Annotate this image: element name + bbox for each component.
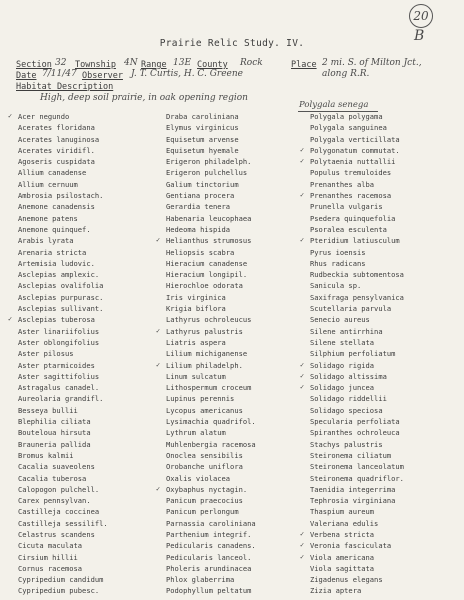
species-name: Bromus kalmii (18, 450, 74, 460)
species-name: Acer negundo (18, 112, 70, 121)
species-item (18, 427, 108, 438)
species-name: Hieracium canadense (166, 258, 248, 268)
species-column-1 (8, 111, 108, 597)
species-item (18, 585, 108, 596)
species-name: Scutellaria parvula (310, 304, 392, 314)
species-item (18, 574, 108, 585)
check-mark-icon: ✓ (300, 191, 305, 200)
species-item (310, 247, 404, 258)
species-name: Muhlenbergia racemosa (166, 439, 256, 449)
species-name: Iris virginica (166, 292, 226, 302)
species-name: Silphium perfoliatum (310, 349, 396, 359)
species-name: Lathyrus palustris (166, 326, 243, 336)
habitat-label: Habitat Description (16, 82, 114, 92)
species-name: Hierochloe odorata (166, 281, 243, 291)
species-name: Valeriana edulis (310, 518, 379, 528)
species-name: Phlox glaberrima (166, 575, 235, 585)
species-item (18, 495, 108, 506)
species-name: Cicuta maculata (18, 541, 83, 551)
species-name: Erigeron pulchellus (166, 168, 248, 178)
species-name: Lycopus americanus (166, 405, 243, 415)
species-item (310, 213, 404, 224)
species-item (300, 156, 404, 167)
species-name: Galium tinctorium (166, 179, 239, 189)
species-item (18, 529, 108, 540)
species-name: Gentiana procera (166, 191, 235, 201)
species-name: Asclepias purpurasc. (18, 292, 104, 302)
species-item (18, 416, 108, 427)
species-name: Anemone patens (18, 213, 78, 223)
species-item (166, 518, 256, 529)
species-name: Podophyllum peltatum (166, 586, 252, 596)
species-name: Stachys palustris (310, 439, 383, 449)
species-name: Solidago riddellii (310, 394, 387, 404)
species-name: Acerates lanuginosa (18, 134, 100, 144)
species-name: Acerates floridana (18, 123, 95, 133)
species-name: Asclepias amplexic. (18, 270, 100, 280)
species-item (310, 574, 404, 585)
section-value: 32 (55, 58, 67, 68)
species-name: Orobanche uniflora (166, 462, 243, 472)
species-name: Erigeron philadelph. (166, 157, 252, 167)
species-item (156, 326, 256, 337)
species-item (310, 473, 404, 484)
species-item (166, 552, 256, 563)
species-name: Steironema ciliatum (310, 450, 392, 460)
species-item (310, 439, 404, 450)
species-item (310, 518, 404, 529)
species-name: Aureolaria grandifl. (18, 394, 104, 404)
species-name: Brauneria pallida (18, 439, 91, 449)
species-item (310, 427, 404, 438)
species-name: Equisetum arvense (166, 134, 239, 144)
species-name: Prenanthes racemosa (310, 191, 392, 201)
species-item (166, 506, 256, 517)
species-name: Hedeoma hispida (166, 224, 231, 234)
species-item (310, 337, 404, 348)
species-item (18, 258, 108, 269)
species-name: Allium cernuum (18, 179, 78, 189)
species-item (166, 280, 256, 291)
species-item (300, 145, 404, 156)
species-name: Solidago juncea (310, 383, 375, 393)
species-name: Sanicula sp. (310, 281, 362, 291)
species-column-2 (156, 111, 256, 597)
species-item (300, 235, 404, 246)
species-item (18, 292, 108, 303)
species-name: Solidago altissima (310, 371, 387, 381)
species-item (300, 529, 404, 540)
species-item (18, 201, 108, 212)
species-item (300, 552, 404, 563)
check-mark-icon: ✓ (300, 541, 305, 550)
species-name: Besseya bullii (18, 405, 78, 415)
species-item (310, 179, 404, 190)
species-name: Polygala sanguinea (310, 123, 387, 133)
species-name: Viola americana (310, 552, 375, 562)
species-name: Saxifraga pensylvanica (310, 292, 404, 302)
county-value: Rock (240, 58, 263, 68)
species-name: Aster linariifolius (18, 326, 100, 336)
species-item (18, 326, 108, 337)
species-name: Polytaenia nuttallii (310, 157, 396, 167)
species-name: Anemone canadensis (18, 202, 95, 212)
species-name: Carex pennsylvan. (18, 496, 91, 506)
species-item (310, 122, 404, 133)
species-name: Elymus virginicus (166, 123, 239, 133)
species-item (166, 145, 256, 156)
species-name: Steironema quadriflor. (310, 473, 404, 483)
species-column-3 (300, 111, 404, 597)
species-item (18, 247, 108, 258)
species-item (18, 484, 108, 495)
species-name: Lysimachia quadrifol. (166, 417, 256, 427)
species-item (310, 224, 404, 235)
species-name: Agoseris cuspidata (18, 157, 95, 167)
species-item (18, 134, 108, 145)
species-name: Arabis lyrata (18, 236, 74, 246)
species-item (300, 360, 404, 371)
check-mark-icon: ✓ (156, 360, 161, 369)
check-mark-icon: ✓ (156, 326, 161, 335)
species-item (166, 495, 256, 506)
species-item (310, 167, 404, 178)
species-name: Draba caroliniana (166, 112, 239, 121)
range-label: Range (141, 60, 167, 70)
species-item (18, 235, 108, 246)
species-name: Verbena stricta (310, 529, 375, 539)
page-letter: B (414, 28, 425, 44)
species-item (18, 473, 108, 484)
species-item (166, 473, 256, 484)
species-item (18, 518, 108, 529)
species-name: Gerardia tenera (166, 202, 231, 212)
species-item (166, 224, 256, 235)
species-name: Artemisia ludovic. (18, 258, 95, 268)
species-name: Ambrosia psilostach. (18, 191, 104, 201)
check-mark-icon: ✓ (300, 371, 305, 380)
species-name: Linum sulcatum (166, 371, 226, 381)
species-item (166, 269, 256, 280)
species-name: Cacalia tuberosa (18, 473, 87, 483)
species-item (18, 552, 108, 563)
species-item (166, 405, 256, 416)
place-label: Place (291, 60, 317, 70)
species-item (18, 280, 108, 291)
check-mark-icon: ✓ (300, 552, 305, 561)
section-label: Section (16, 60, 52, 70)
species-name: Solidago speciosa (310, 405, 383, 415)
species-item (310, 280, 404, 291)
species-item (166, 122, 256, 133)
species-item (166, 167, 256, 178)
species-name: Celastrus scandens (18, 529, 95, 539)
species-name: Habenaria leucophaea (166, 213, 252, 223)
species-name: Lithospermum croceum (166, 383, 252, 393)
species-name: Taenidia integerrima (310, 484, 396, 494)
species-name: Cirsium hillii (18, 552, 78, 562)
species-name: Solidago rigida (310, 360, 375, 370)
species-name: Anemone quinquef. (18, 224, 91, 234)
species-name: Equisetum hyemale (166, 145, 239, 155)
species-name: Krigia biflora (166, 304, 226, 314)
species-item (18, 337, 108, 348)
species-item (166, 201, 256, 212)
species-name: Castilleja coccinea (18, 507, 100, 517)
species-name: Onoclea sensibilis (166, 450, 243, 460)
species-item (18, 405, 108, 416)
species-item (310, 326, 404, 337)
species-name: Helianthus strumosus (166, 236, 252, 246)
township-label: Township (75, 60, 116, 70)
species-name: Cornus racemosa (18, 563, 83, 573)
species-name: Castilleja sessilifl. (18, 518, 108, 528)
species-item (166, 416, 256, 427)
species-item (166, 337, 256, 348)
species-item (166, 529, 256, 540)
species-name: Aster ptarmicoides (18, 360, 95, 370)
species-item (166, 574, 256, 585)
species-item (18, 439, 108, 450)
species-name: Lupinus perennis (166, 394, 235, 404)
species-item (166, 585, 256, 596)
species-name: Polygala polygama (310, 112, 383, 121)
species-item (18, 393, 108, 404)
species-name: Aster oblongifolius (18, 337, 100, 347)
species-item (18, 269, 108, 280)
date-label: Date (16, 71, 37, 81)
species-name: Bouteloua hirsuta (18, 428, 91, 438)
species-item (310, 303, 404, 314)
species-name: Aster pilosus (18, 349, 74, 359)
species-item (166, 303, 256, 314)
species-item (18, 540, 108, 551)
species-name: Lythrum alatum (166, 428, 226, 438)
species-name: Liatris aspera (166, 337, 226, 347)
check-mark-icon: ✓ (8, 315, 13, 324)
check-mark-icon: ✓ (300, 157, 305, 166)
species-name: Asclepias tuberosa (18, 315, 95, 325)
species-name: Pedicularis lanceol. (166, 552, 252, 562)
place-value: 2 mi. S. of Milton Jct., along R.R. (322, 58, 422, 79)
species-name: Panicum perlongum (166, 507, 239, 517)
species-item (166, 247, 256, 258)
check-mark-icon: ✓ (8, 112, 13, 120)
species-item (18, 167, 108, 178)
species-item (18, 145, 108, 156)
species-item (310, 461, 404, 472)
species-name: Prenanthes alba (310, 179, 375, 189)
check-mark-icon: ✓ (156, 484, 161, 493)
species-item (310, 405, 404, 416)
species-item (166, 314, 256, 325)
species-item (300, 382, 404, 393)
species-item (18, 461, 108, 472)
species-name: Cypripedium candidum (18, 575, 104, 585)
species-name: Polygonatum commutat. (310, 145, 400, 155)
species-item (156, 235, 256, 246)
species-name: Parthenium integrif. (166, 529, 252, 539)
species-item (166, 213, 256, 224)
species-name: Pedicularis canadens. (166, 541, 256, 551)
species-item (310, 393, 404, 404)
species-name: Senecio aureus (310, 315, 370, 325)
township-value: 4N (124, 58, 138, 68)
check-mark-icon: ✓ (300, 383, 305, 392)
species-name: Spiranthes ochroleuca (310, 428, 400, 438)
species-name: Steironema lanceolatum (310, 462, 404, 472)
species-item (166, 258, 256, 269)
species-name: Viola sagittata (310, 563, 375, 573)
observer-value: J. T. Curtis, H. C. Greene (131, 69, 243, 79)
species-name: Heliopsis scabra (166, 247, 235, 257)
species-item (310, 292, 404, 303)
species-item (8, 314, 108, 325)
species-item (166, 179, 256, 190)
check-mark-icon: ✓ (300, 145, 305, 154)
species-item (310, 134, 404, 145)
species-name: Blephilia ciliata (18, 417, 91, 427)
habitat-value: High, deep soil prairie, in oak opening region (40, 93, 248, 103)
species-item (310, 495, 404, 506)
species-name: Tephrosia virginiana (310, 496, 396, 506)
date-value: 7/11/47 (42, 69, 77, 79)
species-item (166, 461, 256, 472)
species-item (166, 111, 256, 122)
county-label: County (197, 60, 228, 70)
species-name: Psedera quinquefolia (310, 213, 396, 223)
species-item (310, 585, 404, 596)
species-item (18, 122, 108, 133)
species-item (18, 213, 108, 224)
species-item (166, 563, 256, 574)
species-name: Arenaria stricta (18, 247, 87, 257)
species-item (166, 348, 256, 359)
species-item (166, 450, 256, 461)
check-mark-icon: ✓ (300, 236, 305, 245)
species-item (166, 382, 256, 393)
species-name: Parnassia caroliniana (166, 518, 256, 528)
species-name: Hieracium longipil. (166, 270, 248, 280)
species-item (18, 371, 108, 382)
check-mark-icon: ✓ (156, 236, 161, 245)
species-item (18, 190, 108, 201)
species-name: Pteridium latiusculum (310, 236, 400, 246)
species-item (18, 224, 108, 235)
species-name: Zigadenus elegans (310, 575, 383, 585)
species-name: Pholeris arundinacea (166, 563, 252, 573)
species-item (18, 450, 108, 461)
species-item (166, 427, 256, 438)
species-name: Lathyrus ochroleucus (166, 315, 252, 325)
species-name: Cypripedium pubesc. (18, 586, 100, 596)
species-item (166, 540, 256, 551)
species-name: Prunella vulgaris (310, 202, 383, 212)
species-item (310, 269, 404, 280)
species-item (310, 563, 404, 574)
species-name: Cacalia suaveolens (18, 462, 95, 472)
species-name: Allium canadense (18, 168, 87, 178)
species-item (310, 111, 404, 122)
species-item (18, 563, 108, 574)
species-item (300, 371, 404, 382)
page-number: 20 (413, 9, 429, 23)
species-name: Panicum praecocius (166, 496, 243, 506)
species-name: Zizia aptera (310, 586, 362, 596)
species-item (156, 360, 256, 371)
species-name: Silene antirrhina (310, 326, 383, 336)
species-item (310, 314, 404, 325)
species-name: Populus tremuloides (310, 168, 392, 178)
species-item (18, 360, 108, 371)
species-name: Acerates viridifl. (18, 145, 95, 155)
species-name: Astragalus canadel. (18, 383, 100, 393)
page-title: Prairie Relic Study. IV. (159, 38, 305, 49)
species-item (18, 506, 108, 517)
page-number-circle (409, 4, 433, 28)
species-item (18, 179, 108, 190)
species-item (166, 134, 256, 145)
species-item (310, 201, 404, 212)
species-name: Psoralea esculenta (310, 224, 387, 234)
species-name: Asclepias ovalifolia (18, 281, 104, 291)
species-name: Polygala verticillata (310, 134, 400, 144)
species-item (300, 540, 404, 551)
species-item (310, 416, 404, 427)
species-item (166, 393, 256, 404)
species-item (166, 439, 256, 450)
species-item (18, 348, 108, 359)
species-name: Aster sagittifolius (18, 371, 100, 381)
species-item (310, 348, 404, 359)
species-name: Oxybaphus nyctagin. (166, 484, 248, 494)
species-name: Oxalis violacea (166, 473, 231, 483)
species-item (300, 190, 404, 201)
species-name: Thaspium aureum (310, 507, 375, 517)
check-mark-icon: ✓ (300, 360, 305, 369)
species-item (166, 190, 256, 201)
check-mark-icon: ✓ (300, 529, 305, 538)
range-value: 13E (173, 58, 192, 68)
species-item (310, 506, 404, 517)
species-name: Pyrus ioensis (310, 247, 366, 257)
species-item (18, 303, 108, 314)
species-name: Lilium philadelph. (166, 360, 243, 370)
species-name: Silene stellata (310, 337, 375, 347)
species-item (310, 258, 404, 269)
species-name: Rudbeckia subtomentosa (310, 270, 404, 280)
species-item (166, 292, 256, 303)
species-name: Specularia perfoliata (310, 417, 400, 427)
species-item (156, 484, 256, 495)
species-name: Rhus radicans (310, 258, 366, 268)
species-item (166, 371, 256, 382)
annotation-polygala-senega: Polygala senega (299, 100, 369, 110)
species-item (18, 156, 108, 167)
species-name: Calopogon pulchell. (18, 484, 100, 494)
species-item (8, 111, 108, 122)
species-item (310, 450, 404, 461)
species-name: Veronia fasciculata (310, 541, 392, 551)
species-item (310, 484, 404, 495)
species-name: Asclepias sullivant. (18, 304, 104, 314)
observer-label: Observer (82, 71, 123, 81)
species-name: Lilium michiganense (166, 349, 248, 359)
species-item (166, 156, 256, 167)
species-item (18, 382, 108, 393)
